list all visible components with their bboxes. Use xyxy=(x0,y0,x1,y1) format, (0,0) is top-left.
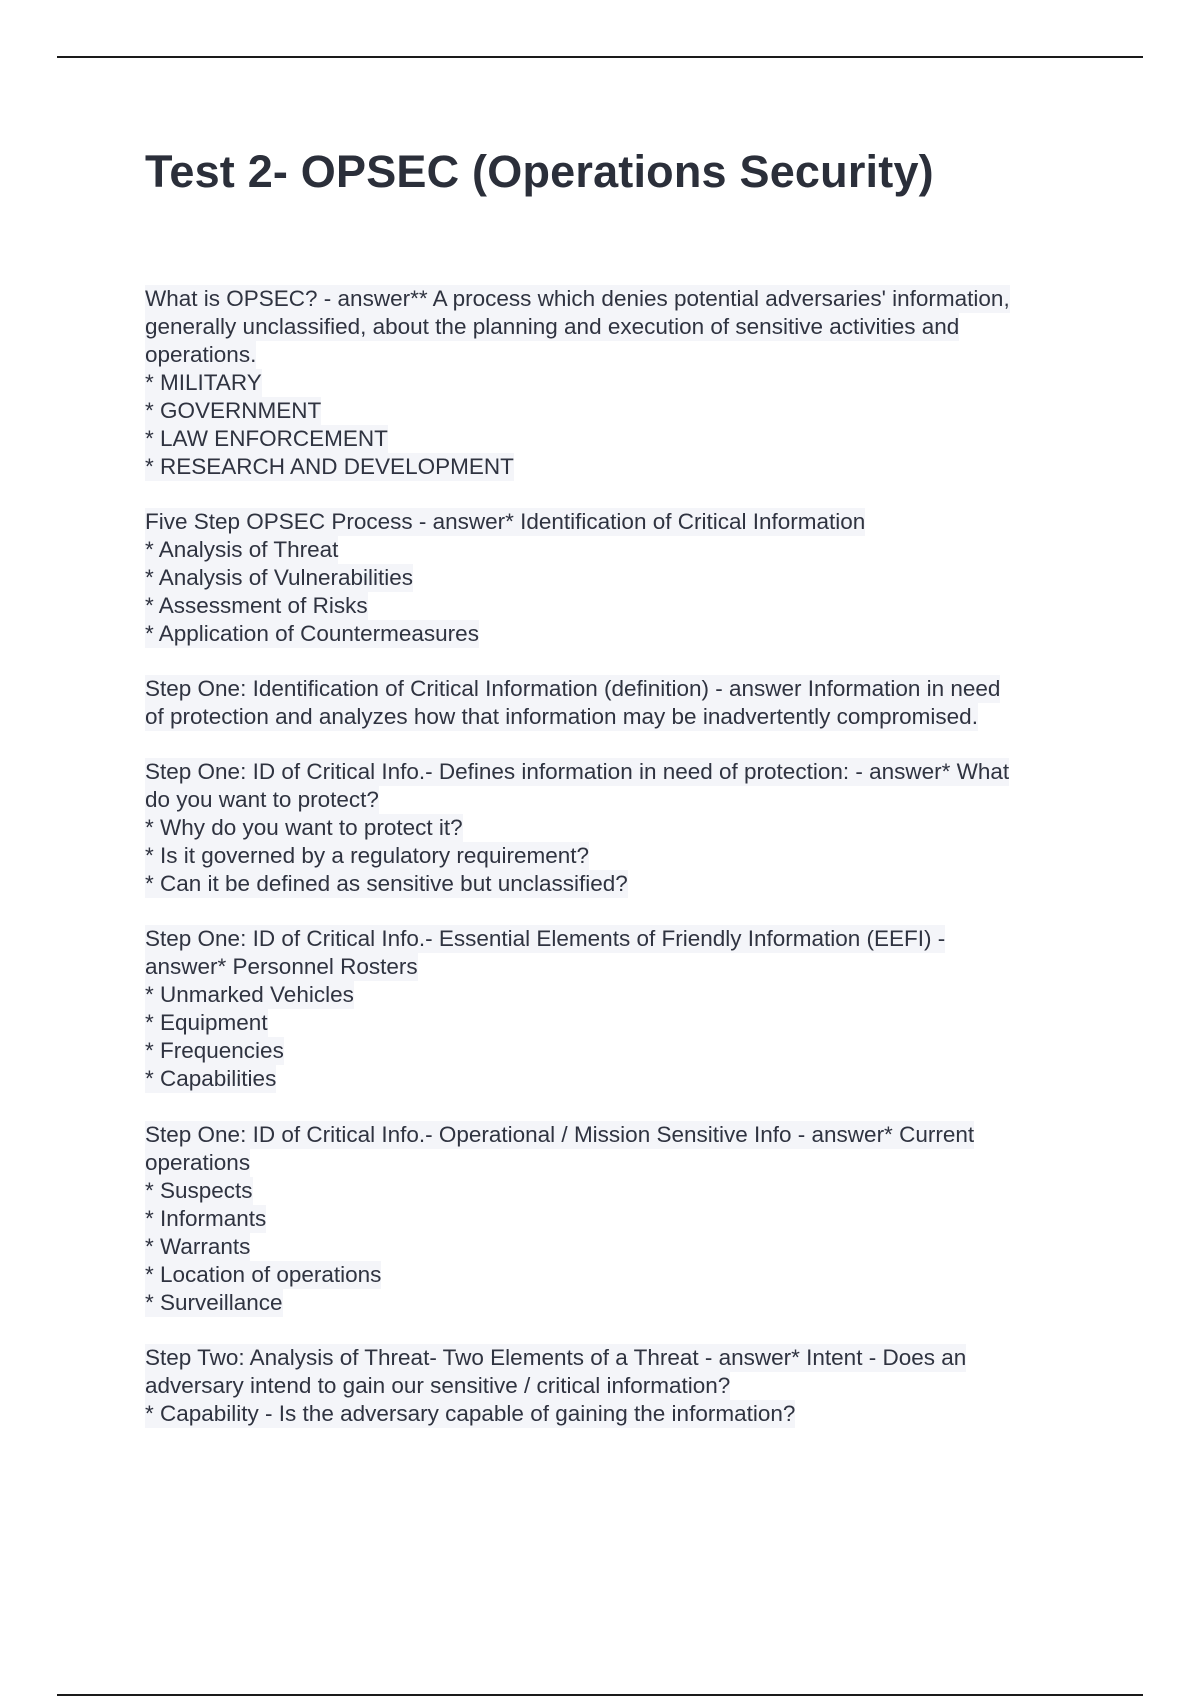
page-title: Test 2- OPSEC (Operations Security) xyxy=(145,146,934,197)
qa-line: Step One: Identification of Critical Information (definition) - answer Information in need xyxy=(145,676,1001,701)
qa-line: * GOVERNMENT xyxy=(145,398,322,423)
qa-line: * Assessment of Risks xyxy=(145,593,368,618)
qa-line: operations. xyxy=(145,342,257,367)
qa-line: do you want to protect? xyxy=(145,787,379,812)
qa-line: * Is it governed by a regulatory requirement? xyxy=(145,843,589,868)
qa-line: Step One: ID of Critical Info.- Essential Elements of Friendly Information (EEFI) - xyxy=(145,926,946,951)
qa-line: * Analysis of Threat xyxy=(145,537,339,562)
qa-item-five-step-process xyxy=(145,508,1080,648)
qa-line: of protection and analyzes how that information may be inadvertently compromised. xyxy=(145,704,978,729)
qa-line: Five Step OPSEC Process - answer* Identification of Critical Information xyxy=(145,509,866,534)
qa-item-eefi xyxy=(145,925,1080,1093)
qa-line: * Surveillance xyxy=(145,1290,283,1315)
qa-line: * Location of operations xyxy=(145,1262,382,1287)
qa-line: * LAW ENFORCEMENT xyxy=(145,426,388,451)
qa-line: * RESEARCH AND DEVELOPMENT xyxy=(145,454,514,479)
bottom-rule xyxy=(57,1694,1143,1696)
qa-line: * Unmarked Vehicles xyxy=(145,982,354,1007)
top-rule xyxy=(57,56,1143,58)
qa-line: * Equipment xyxy=(145,1010,268,1035)
qa-line: adversary intend to gain our sensitive / critical information? xyxy=(145,1373,731,1398)
qa-line: * Warrants xyxy=(145,1234,251,1259)
qa-line: answer* Personnel Rosters xyxy=(145,954,418,979)
qa-line: * Capabilities xyxy=(145,1066,277,1091)
qa-line: * MILITARY xyxy=(145,370,262,395)
qa-line: * Why do you want to protect it? xyxy=(145,815,463,840)
qa-item-step-one-definition xyxy=(145,675,1080,731)
qa-line: What is OPSEC? - answer** A process which denies potential adversaries' information, xyxy=(145,286,1010,311)
qa-line: Step One: ID of Critical Info.- Defines information in need of protection: - answer* What xyxy=(145,759,1010,784)
qa-item-what-is-opsec xyxy=(145,285,1080,481)
qa-item-step-one-defines-info xyxy=(145,758,1080,898)
qa-line: * Informants xyxy=(145,1206,267,1231)
qa-line: * Can it be defined as sensitive but unclassified? xyxy=(145,871,628,896)
qa-line: * Suspects xyxy=(145,1178,253,1203)
qa-line: * Application of Countermeasures xyxy=(145,621,479,646)
qa-line: * Analysis of Vulnerabilities xyxy=(145,565,414,590)
qa-item-step-two-threat xyxy=(145,1344,1080,1428)
qa-line: generally unclassified, about the planning and execution of sensitive activities and xyxy=(145,314,960,339)
qa-line: Step One: ID of Critical Info.- Operational / Mission Sensitive Info - answer* Current xyxy=(145,1122,975,1147)
qa-item-operational-info xyxy=(145,1121,1080,1317)
qa-line: * Capability - Is the adversary capable of gaining the information? xyxy=(145,1401,796,1426)
qa-line: * Frequencies xyxy=(145,1038,284,1063)
qa-line: operations xyxy=(145,1150,251,1175)
qa-line: Step Two: Analysis of Threat- Two Elements of a Threat - answer* Intent - Does an xyxy=(145,1345,967,1370)
